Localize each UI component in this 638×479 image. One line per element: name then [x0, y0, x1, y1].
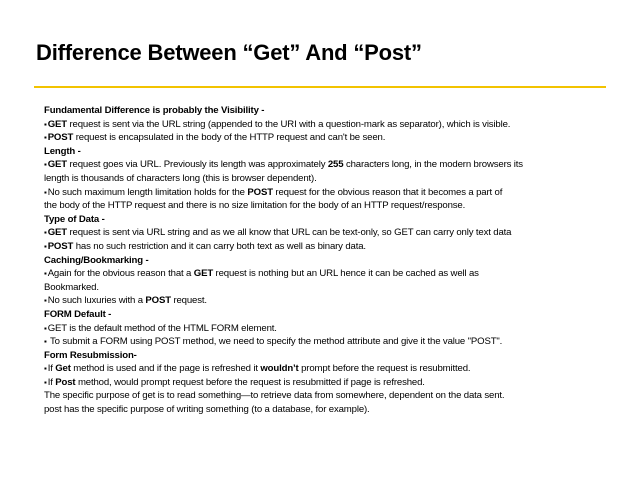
text-run: method, would prompt request before the request is resubmitted if page is refreshed. — [75, 376, 425, 388]
text-run: Bookmarked. — [44, 281, 99, 293]
text-run: Form Resubmission- — [44, 349, 137, 361]
text-run: method is used and if the page is refreshed it — [70, 363, 261, 375]
text-run: GET — [47, 159, 67, 171]
text-run: The specific purpose of get is to read something—to retrieve data from somewhere, dependent on the data sent. — [44, 390, 505, 402]
text-run: Fundamental Difference is probably the Visibility - — [44, 105, 265, 116]
text-run: POST — [47, 240, 74, 252]
text-run: FORM Default - — [44, 308, 112, 320]
bullet-resubmit-get — [44, 362, 614, 376]
text-run: Type of Data - — [44, 213, 105, 225]
bullet-post-visibility — [44, 131, 614, 145]
text-run: Caching/Bookmarking - — [44, 254, 149, 266]
text-run: has no such restriction and it can carry both text as well as binary data. — [73, 240, 366, 252]
bullet-get-length — [44, 158, 614, 172]
bullet-form-default-get — [44, 322, 614, 336]
text-run: Again for the obvious reason that a — [47, 268, 194, 280]
text-run: If — [47, 376, 56, 388]
text-run: request is sent via the URL string (appended to the URI with a question-mark as separator), which is visible. — [66, 118, 511, 130]
text-run: If — [47, 363, 56, 375]
bullet-post-caching — [44, 294, 614, 308]
title-underline — [34, 86, 606, 88]
text-run: request goes via URL. Previously its length was approximately — [66, 159, 328, 171]
text-run: GET is the default method of the HTML FORM element. — [47, 322, 277, 334]
bullet-get-data — [44, 226, 614, 240]
heading-form-resubmission — [44, 349, 614, 363]
text-run: request is nothing but an URL hence it can be cached as well as — [213, 268, 479, 280]
bullet-resubmit-post — [44, 376, 614, 390]
text-run: No such maximum length limitation holds for the — [47, 186, 248, 198]
text-run: request is encapsulated in the body of the HTTP request and can't be seen. — [73, 132, 386, 144]
text-run: To submit a FORM using POST method, we need to specify the method attribute and give it the value "POST". — [47, 336, 503, 348]
bullet-get-caching — [44, 267, 614, 281]
bullet-get-length-cont — [44, 172, 614, 186]
text-run: Post — [55, 376, 76, 388]
heading-length — [44, 145, 614, 159]
heading-form-default — [44, 308, 614, 322]
body-text — [44, 104, 614, 417]
text-run: GET — [47, 118, 67, 130]
text-run: characters long, in the modern browsers its — [343, 159, 523, 171]
text-run: POST — [145, 295, 171, 307]
text-run: wouldn’t — [260, 363, 299, 375]
bullet-get-caching-cont — [44, 281, 614, 295]
heading-caching — [44, 254, 614, 268]
bullet-post-length-cont — [44, 199, 614, 213]
heading-visibility — [44, 104, 614, 118]
text-run: Get — [55, 363, 71, 375]
purpose-post — [44, 403, 614, 417]
bullet-form-default-post — [44, 335, 614, 349]
heading-type-of-data — [44, 213, 614, 227]
text-run: GET — [193, 268, 214, 280]
text-run: request for the obvious reason that it becomes a part of — [272, 186, 503, 198]
text-run: prompt before the request is resubmitted. — [298, 363, 471, 375]
text-run: POST — [47, 132, 74, 144]
text-run: request is sent via URL string and as we all know that URL can be text-only, so GET can carry only text data — [66, 227, 512, 239]
text-run: 255 — [327, 159, 344, 171]
purpose-get — [44, 389, 614, 403]
text-run: GET — [47, 227, 67, 239]
text-run: Length - — [44, 145, 81, 157]
text-run: length is thousands of characters long (this is browser dependent). — [44, 172, 317, 184]
bullet-get-visibility — [44, 118, 614, 132]
text-run: request. — [170, 295, 207, 307]
bullet-post-data — [44, 240, 614, 254]
page-title: Difference Between “Get” And “Post” — [36, 40, 422, 65]
text-run: the body of the HTTP request and there is no size limitation for the body of an HTTP request/response. — [44, 200, 466, 212]
text-run: post has the specific purpose of writing something (to a database, for example). — [44, 404, 370, 416]
text-run: No such luxuries with a — [47, 295, 146, 307]
bullet-post-length — [44, 186, 614, 200]
text-run: POST — [247, 186, 273, 198]
